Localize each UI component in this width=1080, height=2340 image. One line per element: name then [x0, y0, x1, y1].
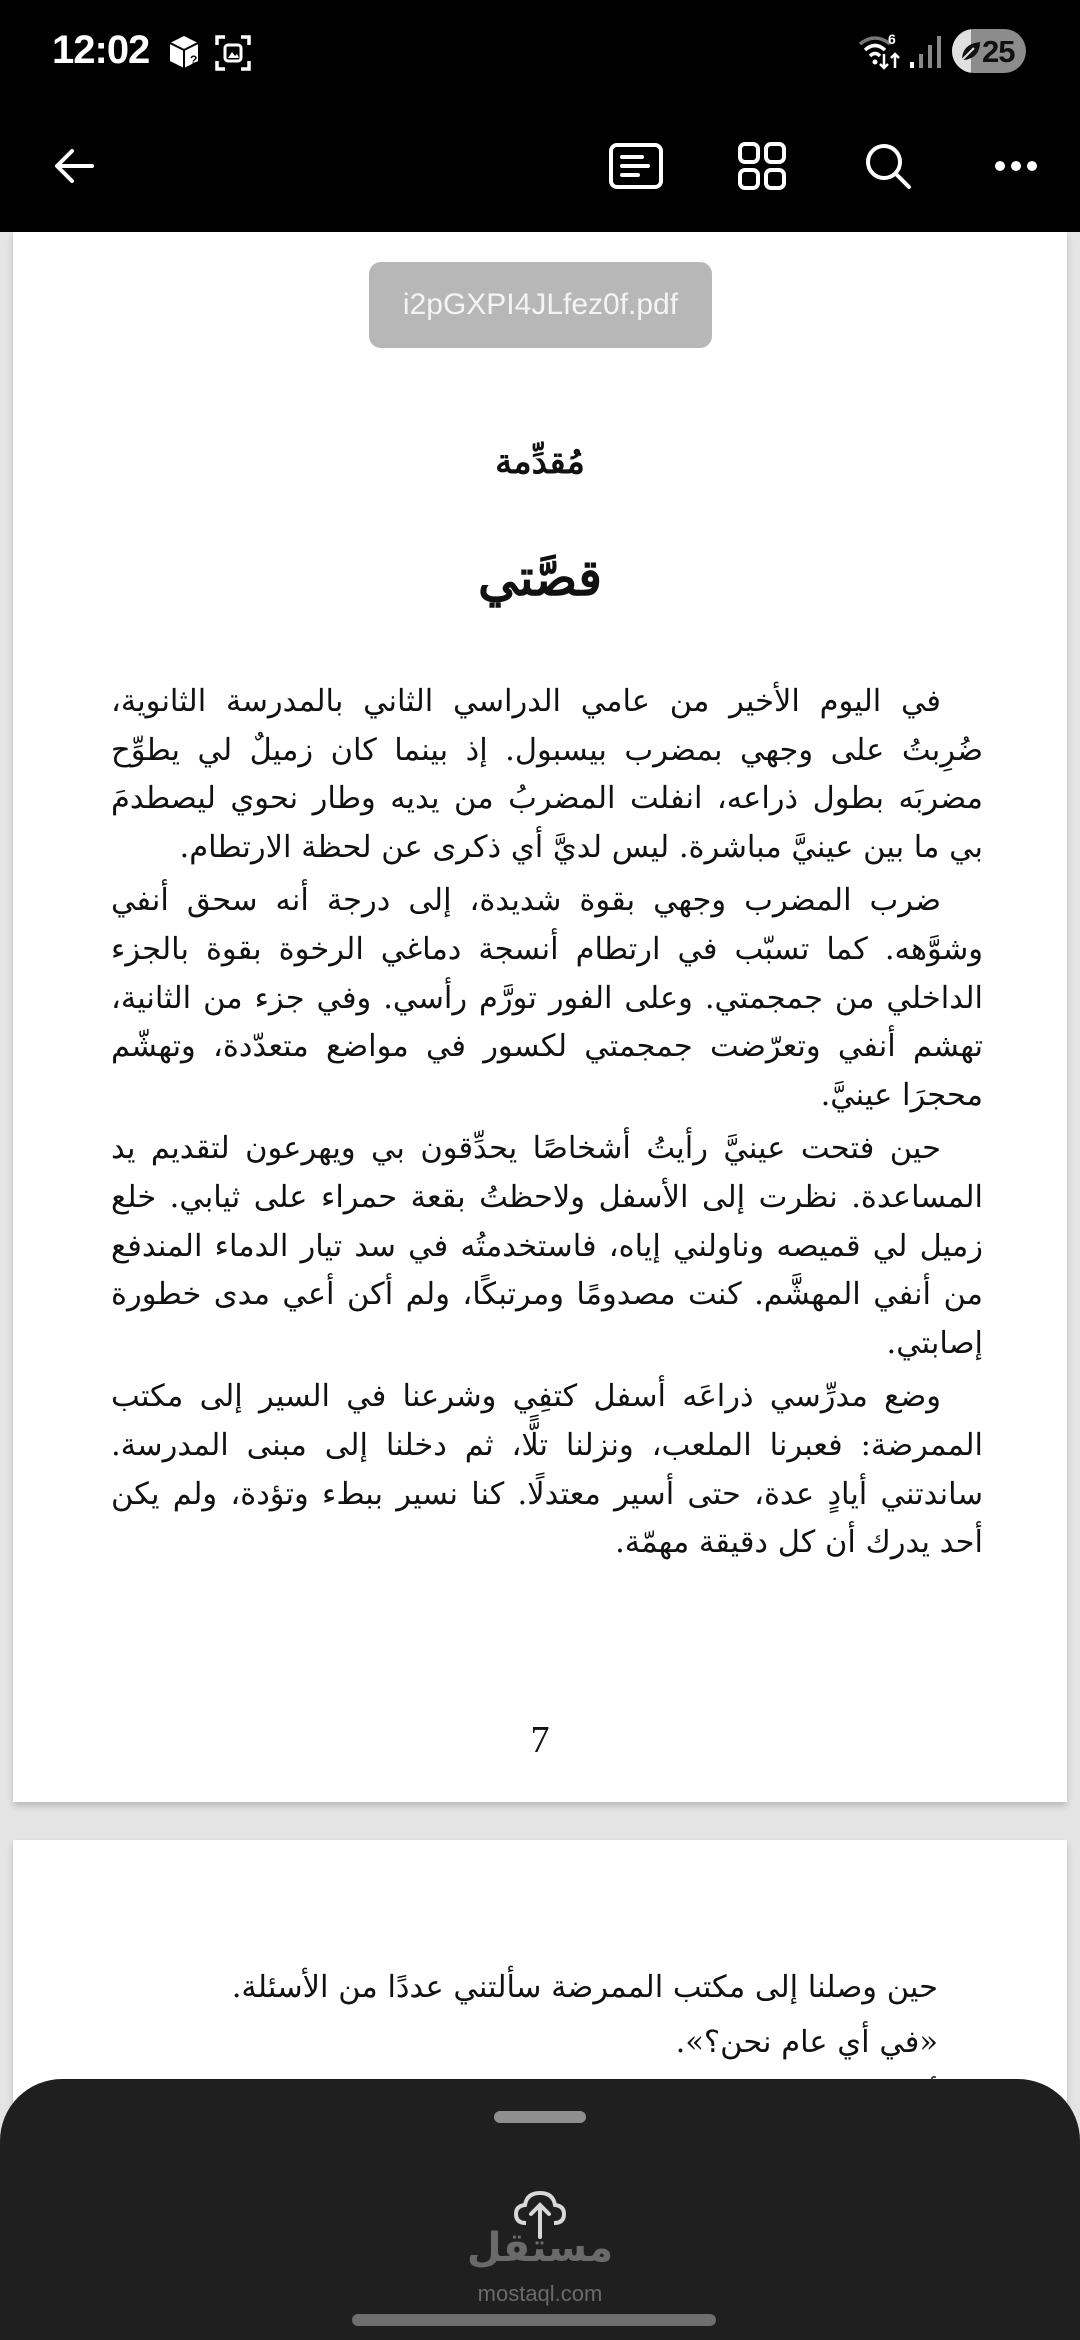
page-body [111, 678, 983, 1573]
paragraph: ضرب المضرب وجهي بقوة شديدة، إلى درجة أنه سحق أنفي وشوَّهه. كما تسبّب في ارتطام أنسجة دماغي الرخوة بقوة بالجزء الداخلي من جمجمتي. وعلى الفور تورَّم رأسي. وفي جزء من الثانية، تهشم أنفي وتعرّضت جمجمتي لكسور في مواضع متعدّدة، وتهشّم محجرَا عينيَّ. [111, 883, 983, 1113]
filename-chip: i2pGXPI4JLfez0f.pdf [369, 262, 712, 348]
arrow-left-icon [50, 142, 98, 190]
grid-icon [737, 141, 787, 191]
more-options-button[interactable] [980, 130, 1052, 202]
pdf-viewer-toolbar [0, 100, 1080, 232]
svg-text:?: ? [190, 53, 198, 67]
status-time: 12:02 [52, 28, 150, 72]
document-viewport[interactable] [0, 232, 1080, 2340]
document-outline-icon [608, 142, 664, 190]
page-number: 7 [530, 1719, 550, 1761]
chapter-title: قصَّتي [477, 548, 603, 607]
package-icon [168, 34, 200, 70]
thumbnails-button[interactable] [726, 130, 798, 202]
more-horizontal-icon [994, 160, 1038, 172]
paragraph: في اليوم الأخير من عامي الدراسي الثاني بالمدرسة الثانوية، ضُرِبتُ على وجهي بمضرب بيسبول. إذ بينما كان زميلٌ لي يطوِّح مضربَه بطول ذراعه، انفلت المضربُ من يديه وطار نحوي ليصطدمَ بي ما بين عينيَّ مباشرة. ليس لديَّ أي ذكرى عن لحظة الارتطام. [111, 684, 983, 865]
signal-icon [908, 34, 944, 70]
text-line: «في أي عام نحن؟». [675, 2025, 938, 2060]
wifi-icon [858, 30, 904, 72]
wifi-6-badge: 6 [888, 31, 896, 47]
mostaql-watermark [440, 2189, 640, 2319]
text-line: حين وصلنا إلى مكتب الممرضة سألتني عددًا من الأسئلة. [231, 1970, 938, 2005]
screenshot-icon [214, 34, 252, 72]
search-icon [863, 141, 913, 191]
battery-percent: 25 [982, 34, 1015, 69]
search-button[interactable] [852, 130, 924, 202]
battery-indicator [952, 29, 1026, 73]
watermark-arabic: مستقل [466, 2225, 614, 2271]
back-button[interactable] [38, 130, 110, 202]
bottom-sheet[interactable] [0, 2079, 1080, 2340]
pdf-page-7 [13, 232, 1067, 1802]
paragraph: حين فتحت عينيَّ رأيتُ أشخاصًا يحدِّقون بي ويهرعون لتقديم يد المساعدة. نظرت إلى الأسفل ولاحظتُ بقعة حمراء على ثيابي. خلع زميل لي قميصه وناولني إياه، فاستخدمتُه في سد تيار الدماء المندفع من أنفي المهشَّم. كنت مصدومًا ومرتبكًا، ولم أكن أعي مدى خطورة إصابتي. [111, 1131, 983, 1361]
outline-button[interactable] [600, 130, 672, 202]
section-heading: مُقدِّمة [495, 442, 585, 482]
paragraph: وضع مدرِّسي ذراعَه أسفل كتفِي وشرعنا في السير إلى مكتب الممرضة: فعبرنا الملعب، ونزلنا تلًّا، ثم دخلنا إلى مبنى المدرسة. ساندتني أيادٍ عدة، حتى أسير معتدلًا. كنا نسير ببطء وتؤدة، ولم يكن أحد يدرك أن كل دقيقة مهمّة. [111, 1379, 983, 1561]
watermark-url: mostaql.com [477, 2281, 603, 2306]
status-bar [0, 0, 1080, 100]
battery-saver-icon [958, 38, 984, 64]
drag-handle[interactable] [494, 2111, 586, 2123]
gesture-navigation-bar[interactable] [352, 2314, 716, 2326]
